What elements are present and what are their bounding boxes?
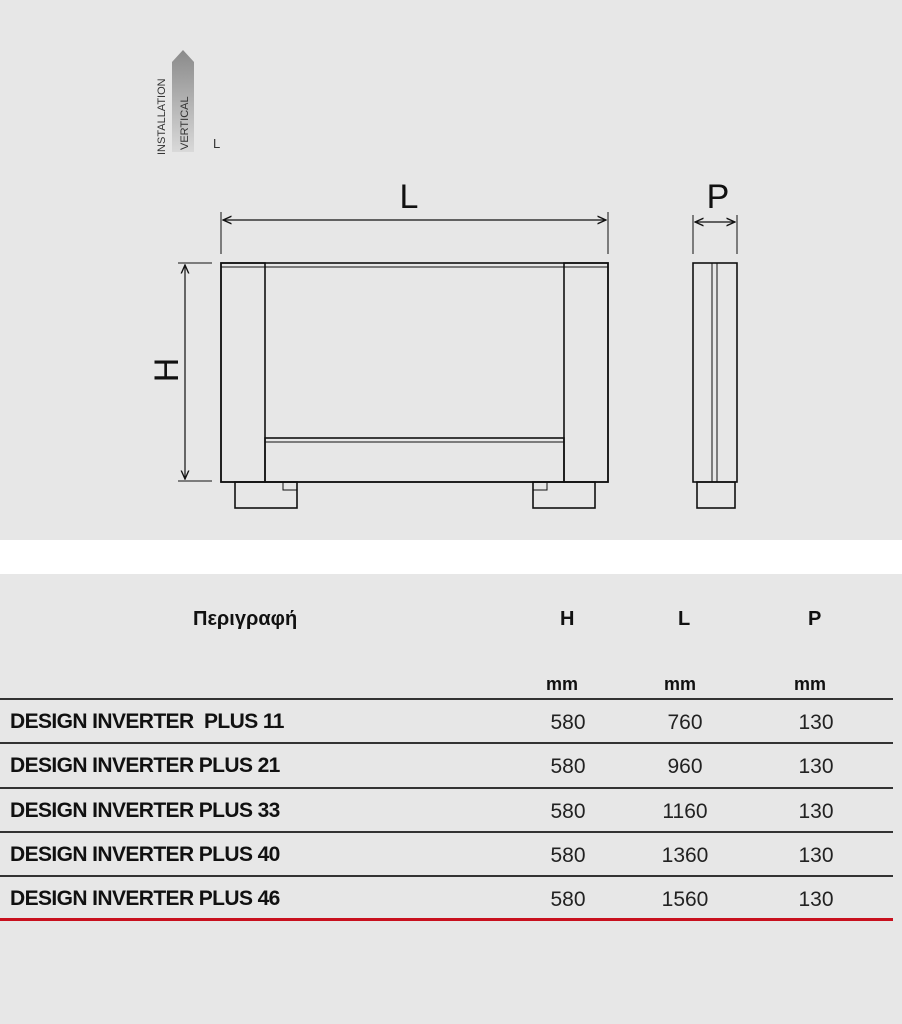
model-name: DESIGN INVERTER PLUS 40	[10, 843, 280, 866]
length-value: 1560	[661, 888, 709, 911]
unit-p: mm	[794, 674, 827, 694]
unit-h: mm	[546, 674, 579, 694]
height-value: 580	[550, 800, 586, 823]
model-name: DESIGN INVERTER PLUS 21	[10, 754, 280, 777]
length-value: 760	[667, 711, 703, 734]
length-value: 960	[667, 755, 703, 778]
depth-value: 130	[798, 755, 834, 778]
header-l: L	[678, 608, 691, 630]
table-row	[0, 700, 893, 744]
model-name: DESIGN INVERTER PLUS 46	[10, 887, 280, 910]
side-view	[693, 263, 737, 508]
installation-label: INSTALLATION	[156, 78, 168, 155]
accent-underline	[0, 918, 893, 921]
vertical-label: VERTICAL	[179, 96, 191, 150]
table-row	[0, 789, 893, 833]
depth-value: 130	[798, 711, 834, 734]
table-row	[0, 744, 893, 788]
depth-value: 130	[798, 844, 834, 867]
vertical-installation-icon	[156, 50, 220, 155]
model-name: DESIGN INVERTER PLUS 11	[10, 710, 284, 733]
header-h: H	[560, 608, 575, 630]
header-description: Περιγραφή	[193, 608, 298, 630]
height-value: 580	[550, 755, 586, 778]
separator-band	[0, 540, 902, 574]
dimensions-table	[0, 574, 902, 1024]
length-value: 1360	[661, 844, 709, 867]
table-row	[0, 833, 893, 877]
header-p: P	[808, 608, 822, 630]
dimension-height-label: H	[148, 357, 186, 383]
model-name: DESIGN INVERTER PLUS 33	[10, 799, 280, 822]
depth-value: 130	[798, 888, 834, 911]
small-l-label: L	[213, 136, 221, 151]
height-value: 580	[550, 844, 586, 867]
front-view	[221, 263, 608, 508]
length-value: 1160	[662, 800, 708, 823]
dimension-length-label: L	[399, 178, 419, 216]
height-value: 580	[550, 711, 586, 734]
height-value: 580	[550, 888, 586, 911]
depth-value: 130	[798, 800, 834, 823]
table-row	[0, 877, 893, 921]
dimension-depth-label: P	[706, 178, 730, 216]
unit-l: mm	[664, 674, 697, 694]
